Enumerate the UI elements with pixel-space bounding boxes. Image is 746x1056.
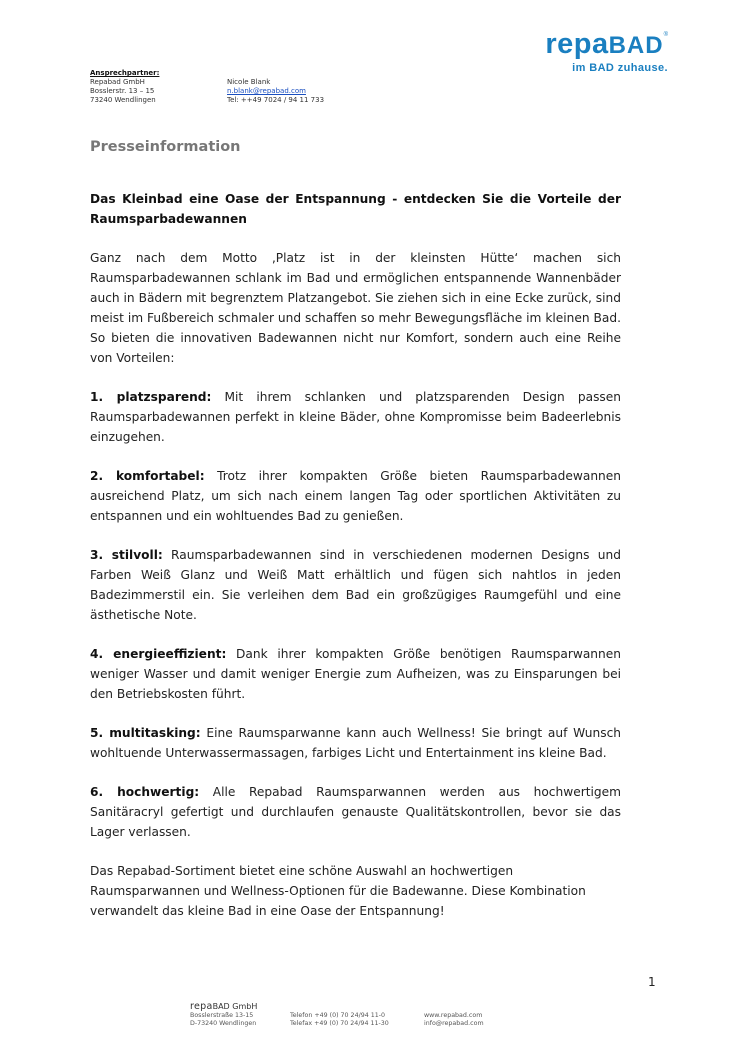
point-lead: 4. energieeffizient: xyxy=(90,647,227,661)
point-text: Mit ihrem schlanken und platzsparenden Design passen Raumsparbadewannen perfekt in kleine Bäder, ohne Kompromisse beim Badeerlebnis einzugehen. xyxy=(90,390,621,444)
point-paragraph xyxy=(90,387,621,447)
footer-brand xyxy=(190,1003,484,1012)
point-lead: 1. platzsparend: xyxy=(90,390,212,404)
footer-web xyxy=(424,1012,484,1029)
contact-name: Nicole Blank xyxy=(227,78,271,86)
footer-telefon: Telefon +49 (0) 70 24/94 11-0 xyxy=(290,1011,386,1019)
contact-block xyxy=(90,69,324,105)
repabad-logo xyxy=(518,30,668,74)
footer-street: Bosslerstraße 13-15 xyxy=(190,1011,254,1019)
point-paragraph xyxy=(90,466,621,526)
company-address xyxy=(90,78,227,105)
point-lead: 6. hochwertig: xyxy=(90,785,200,799)
contact-phone: Tel: ++49 7024 / 94 11 733 xyxy=(227,96,325,104)
company-name: Repabad GmbH xyxy=(90,78,145,86)
contact-person xyxy=(227,78,324,105)
point-text: Alle Repabad Raumsparwannen werden aus hochwertigem Sanitäracryl gefertigt und durchlaufen genauste Qualitätskontrollen, bevor sie das Lager verlassen. xyxy=(90,785,621,839)
footer-telefax: Telefax +49 (0) 70 24/94 11-30 xyxy=(290,1020,389,1027)
closing-paragraph: Das Repabad-Sortiment bietet eine schöne Auswahl an hochwertigen Raumsparwannen und Wellness-Optionen für die Badewanne. Diese Kombination verwandelt das kleine Bad in eine Oase der Entspannung! xyxy=(90,864,586,918)
company-street: Bosslerstr. 13 – 15 xyxy=(90,87,155,95)
page-title: Presseinformation xyxy=(90,139,241,155)
logo-wordmark xyxy=(518,30,668,59)
logo-tagline: im BAD zuhause. xyxy=(572,62,668,74)
logo-bad: BAD xyxy=(608,32,664,59)
point-text: Raumsparbadewannen sind in verschiedenen modernen Designs und Farben Weiß Glanz und Weiß Matt erhältlich und fügen sich nahtlos in jeden Badezimmerstil ein. Sie verleihen dem Bad ein großzügiges Raumgefühl und eine ästhetische Note. xyxy=(90,548,621,622)
point-paragraph xyxy=(90,782,621,842)
logo-registered-mark: ® xyxy=(663,32,668,38)
point-lead: 3. stilvoll: xyxy=(90,548,163,562)
point-paragraph xyxy=(90,644,621,704)
point-lead: 5. multitasking: xyxy=(90,726,201,740)
point-paragraph xyxy=(90,545,621,625)
footer-brand-repa: repa xyxy=(190,1001,213,1012)
logo-repa: repa xyxy=(545,28,609,60)
footer-email-link[interactable]: info@repabad.com xyxy=(424,1020,484,1027)
point-text: Trotz ihrer kompakten Größe bieten Raumsparbadewannen ausreichend Platz, um sich nach einem langen Tag oder sportlichen Aktivitäten zu entspannen und ein wohltuendes Bad zu genießen. xyxy=(90,469,621,523)
point-paragraph xyxy=(90,723,621,763)
page-number: 1 xyxy=(648,975,656,989)
footer-website-link[interactable]: www.repabad.com xyxy=(424,1011,483,1019)
footer xyxy=(190,1003,484,1029)
footer-address xyxy=(190,1012,290,1029)
intro-paragraph: Ganz nach dem Motto ‚Platz ist in der kleinsten Hütte‘ machen sich Raumsparbadewannen schlank im Bad und ermöglichen entspannende Wannenbäder auch in Bädern mit begrenztem Platzangebot. Sie ziehen sich in eine Ecke zurück, sind meist im Fußbereich schmaler und schaffen so mehr Bewegungsfläche im kleinen Bad. So bieten die innovativen Badewannen nicht nur Komfort, sondern auch eine Reihe von Vorteilen: xyxy=(90,251,621,365)
footer-brand-rest: BAD GmbH xyxy=(212,1002,258,1011)
press-release-body xyxy=(90,189,621,940)
contact-heading: Ansprechpartner: xyxy=(90,69,160,77)
contact-email-link[interactable]: n.blank@repabad.com xyxy=(227,87,306,95)
headline: Das Kleinbad eine Oase der Entspannung - entdecken Sie die Vorteile der Raumsparbadewannen xyxy=(90,192,621,226)
point-text: Dank ihrer kompakten Größe benötigen Raumsparwannen weniger Wasser und damit weniger Energie zum Aufheizen, was zu Einsparungen bei den Betriebskosten führt. xyxy=(90,647,621,701)
footer-phone xyxy=(290,1012,424,1029)
company-city: 73240 Wendlingen xyxy=(90,96,156,104)
footer-city: D-73240 Wendlingen xyxy=(190,1020,257,1027)
point-text: Eine Raumsparwanne kann auch Wellness! Sie bringt auf Wunsch wohltuende Unterwassermassagen, farbiges Licht und Entertainment ins kleine Bad. xyxy=(90,726,621,760)
point-lead: 2. komfortabel: xyxy=(90,469,205,483)
